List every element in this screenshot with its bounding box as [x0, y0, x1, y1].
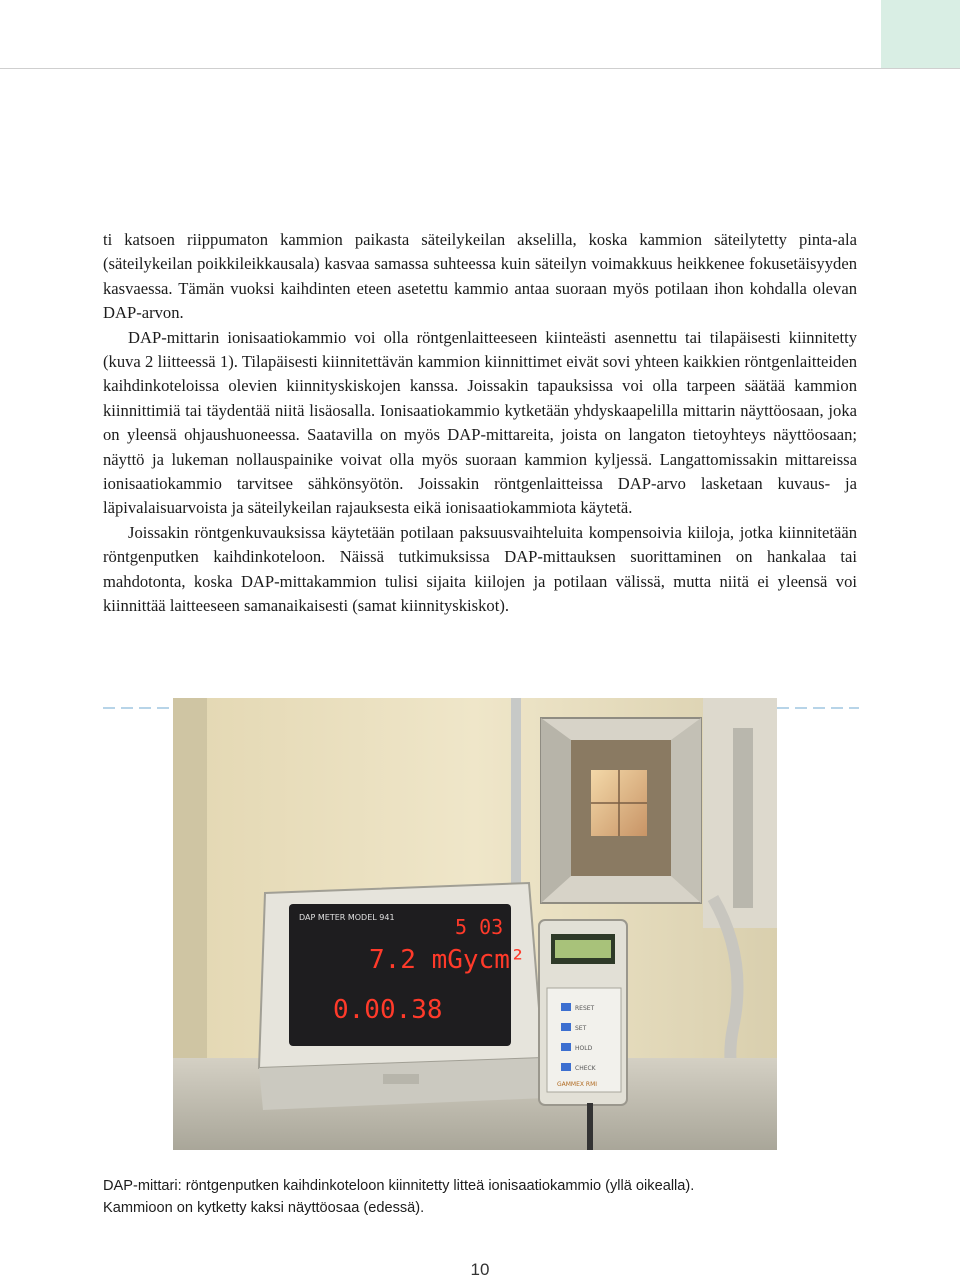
- caption-line-1: DAP-mittari: röntgenputken kaihdinkoteloon kiinnitetty litteä ionisaatiokammio (yllä oikealla).: [103, 1178, 695, 1194]
- main-display-unit: [259, 883, 545, 1110]
- mount-pole: [511, 698, 521, 898]
- handheld-button-4: [561, 1063, 571, 1071]
- figure-rule-right: [777, 707, 859, 709]
- time-readout: 5 03: [455, 915, 504, 939]
- handheld-button-label-1: RESET: [575, 1005, 595, 1012]
- dap-meter-photo: [173, 698, 777, 1150]
- handheld-button-1: [561, 1003, 571, 1011]
- body-text: [103, 228, 857, 619]
- handheld-button-label-3: HOLD: [575, 1045, 593, 1052]
- header-rule: [0, 68, 960, 69]
- ionization-chamber: [541, 718, 701, 903]
- handheld-button-3: [561, 1043, 571, 1051]
- handheld-button-label-4: CHECK: [575, 1065, 596, 1072]
- handheld-button-2: [561, 1023, 571, 1031]
- paragraph-3: Joissakin röntgenkuvauksissa käytetään potilaan paksuusvaihteluita kompensoivia kiiloja, jotka kiinnitetään röntgenputken kaihdinkoteloon. Näissä tutkimuksissa DAP-mittauksen suorittaminen on hankalaa tai mahdotonta, koska DAP-mittakammion tulisi sijaita kiilojen ja potilaan välissä, mutta niitä ei yleensä voi kiinnittää laitteeseen samanaikaisesti (samat kiinnityskiskot).: [103, 522, 857, 616]
- corner-accent-tab: [881, 0, 960, 68]
- counter-readout: 0.00.38: [333, 995, 443, 1025]
- handheld-brand: GAMMEX RMI: [557, 1081, 598, 1088]
- caption-line-2: Kammioon on kytketty kaksi näyttöosaa (edessä).: [103, 1200, 425, 1216]
- figure-caption: [103, 1175, 857, 1219]
- figure-rule-left: [103, 707, 173, 709]
- handheld-button-label-2: SET: [575, 1025, 587, 1032]
- photo-illustration: [173, 698, 777, 1150]
- handheld-cable: [587, 1103, 593, 1150]
- xray-arm-joint: [733, 728, 753, 908]
- paragraph-1: ti katsoen riippumaton kammion paikasta säteilykeilan akselilla, koska kammion säteilytetty pinta-ala (säteilykeilan poikkileikkausala) kasvaa samassa suhteessa kuin säteilyn voimakkuus heikkenee fokusetäisyyden kasvaessa. Tämän vuoksi kaihdinten eteen asetettu kammio antaa suoraan myös potilaan ihon kohdalla olevan DAP-arvon.: [103, 230, 857, 323]
- page-number: 10: [470, 1260, 490, 1279]
- paragraph-2: DAP-mittarin ionisaatiokammio voi olla röntgenlaitteeseen kiinteästi asennettu tai tilapäisesti kiinnitetty (kuva 2 liitteessä 1). Tilapäisesti kiinnitettävän kammion kiinnittimet eivät sovi yhteen kaikkien röntgenlaitteiden kaihdinkoteloissa olevien kiinnityskiskojen kanssa. Joissakin tapauksissa voi olla tarpeen säätää kammion kiinnittimiä tai täydentää niitä lisäosalla. Ionisaatiokammio kytketään yhdyskaapelilla mittarin näyttöosaan, joka on yleensä ohjaushuoneessa. Saatavilla on myös DAP-mittareita, joista on langaton tietoyhteys näyttöosaan; näyttö ja lukeman nollauspainike voivat olla myös suoraan kammion kyljessä. Langattomissakin mittareissa ionisaatiokammio tarvitsee sähkönsyötön. Joissakin röntgenlaitteissa DAP-arvo lasketaan kuvaus- ja läpivalaisuarvoista ja säteilykeilan rajauksesta eikä ionisaatiokammiota käytetä.: [103, 327, 857, 518]
- meter-model-label: DAP METER MODEL 941: [299, 913, 395, 922]
- meter-buttons: [383, 1074, 419, 1084]
- dose-readout: 7.2 mGycm²: [369, 945, 526, 975]
